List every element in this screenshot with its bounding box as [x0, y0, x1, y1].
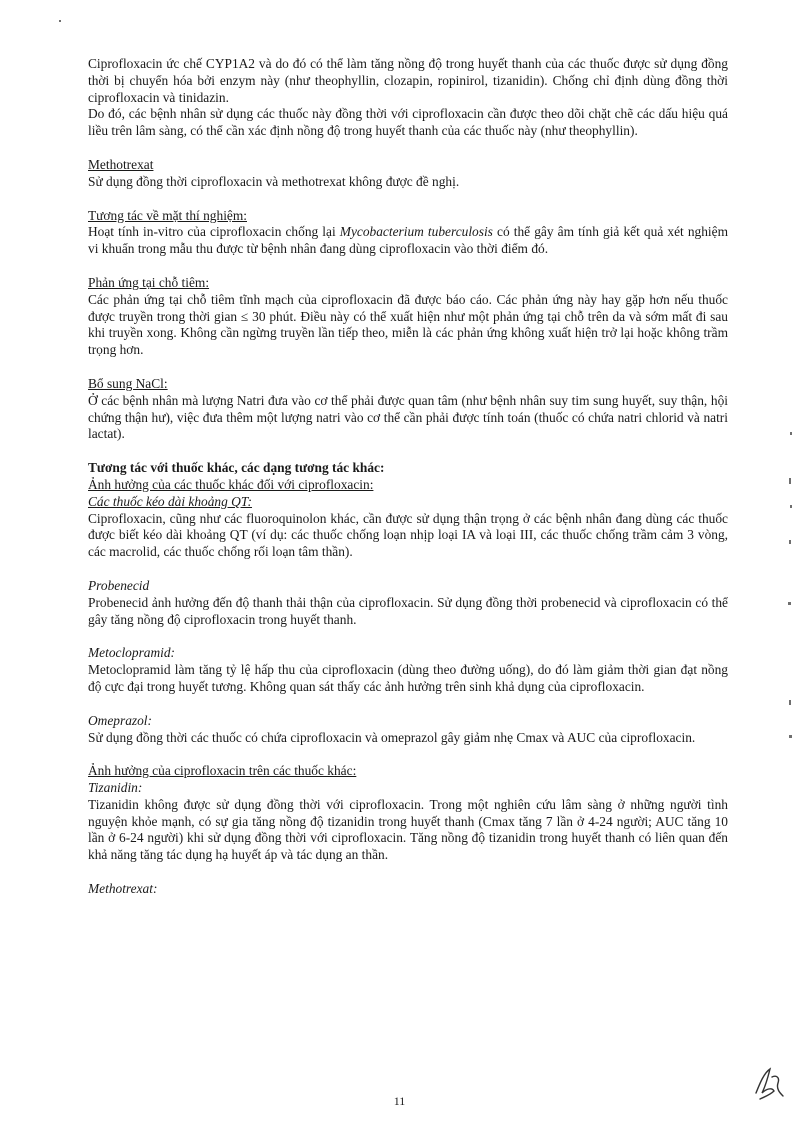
heading-interactions: Tương tác với thuốc khác, các dạng tương tác khác:: [88, 460, 385, 476]
heading-omeprazol: Omeprazol:: [88, 712, 152, 728]
heading-injection-site: Phản ứng tại chỗ tiêm:: [88, 274, 210, 290]
heading-methotrexat: Methotrexat: [88, 156, 154, 172]
heading-probenecid: Probenecid: [88, 577, 150, 593]
heading-nacl: Bổ sung NaCl:: [88, 375, 168, 391]
scan-mark: [790, 505, 792, 508]
subheading-other-drugs-on-cipro: Ảnh hưởng của các thuốc khác đối với ciprofloxacin:: [88, 476, 374, 492]
heading-qt: Các thuốc kéo dài khoảng QT:: [88, 493, 253, 509]
paragraph-injection-site: Các phản ứng tại chỗ tiêm tĩnh mạch của ciprofloxacin đã được báo cáo. Các phản ứng này hay gặp hơn nếu thuốc được truyền trong thời gian ≤ 30 phút. Điều này có thể xuất hiện như một phản ứng tại chỗ trên da và sớm mất đi sau khi truyền xong. Không cần ngừng truyền lần tiếp theo, miễn là các phản ứng không xuất hiện trở lại hoặc không trầm trọng hơn.: [88, 291, 728, 358]
paragraph-lab-test: [88, 224, 728, 258]
paragraph-omeprazol: Sử dụng đồng thời các thuốc có chứa ciprofloxacin và omeprazol gây giảm nhẹ Cmax và AUC của ciprofloxacin.: [88, 729, 696, 745]
scan-mark: [790, 432, 792, 435]
paragraph-metoclopramid: Metoclopramid làm tăng tỷ lệ hấp thu của ciprofloxacin (dùng theo đường uống), do đó làm giảm thời gian đạt nồng độ cực đại trong huyết tương. Không quan sát thấy các ảnh hưởng trên sinh khả dụng của ciprofloxacin.: [88, 662, 728, 694]
paragraph-tizanidin: Tizanidin không được sử dụng đồng thời với ciprofloxacin. Trong một nghiên cứu lâm sàng ở những người tình nguyện khỏe mạnh, có sự gia tăng nồng độ tizanidin trong huyết thanh (Cmax tăng 7 lần ở 4-24 người; AUC tăng 10 lần ở 6-24 người) khi sử dụng đồng thời với ciprofloxacin. Tăng nồng độ tizanidin trong huyết thanh có liên quan đến khả năng tăng tác dụng hạ huyết áp và tác dụng an thần.: [88, 796, 728, 863]
scan-mark: [789, 478, 791, 484]
paragraph-monitoring: Do đó, các bệnh nhân sử dụng các thuốc này đồng thời với ciprofloxacin cần được theo dõi chặt chẽ các dấu hiệu quá liều trên lâm sàng, có thể cần xác định nồng độ trong huyết thanh của các thuốc này (như theophyllin).: [88, 106, 728, 139]
paragraph-probenecid: Probenecid ảnh hưởng đến độ thanh thải thận của ciprofloxacin. Sử dụng đồng thời probenecid và ciprofloxacin có thể gây tăng nồng độ ciprofloxacin trong huyết thanh.: [88, 594, 728, 627]
initials-signature-mark: [750, 1063, 786, 1101]
heading-tizanidin: Tizanidin:: [88, 780, 143, 796]
lab-test-text-before: Hoạt tính in-vitro của ciprofloxacin chống lại: [88, 224, 340, 240]
document-body: [88, 56, 728, 898]
paragraph-methotrexat: Sử dụng đồng thời ciprofloxacin và methotrexat không được đề nghị.: [88, 173, 460, 189]
organism-name: Mycobacterium tuberculosis: [339, 224, 493, 240]
scan-mark: [789, 540, 791, 544]
paragraph-qt: Ciprofloxacin, cũng như các fluoroquinolon khác, cần được sử dụng thận trọng ở các bệnh nhân đang dùng các thuốc được biết kéo dài khoảng QT (ví dụ: các thuốc chống loạn nhịp loại IA và loại III, các thuốc chống trầm cảm 3 vòng, các macrolid, các thuốc chống rối loạn tâm thần).: [88, 510, 728, 560]
lab-test-text-after: có thể gây âm tính giả kết quả xét nghiệm vi khuẩn trong mẫu thu được từ bệnh nhân đang dùng ciprofloxacin vào thời điểm đó.: [88, 224, 728, 257]
page-number: 11: [393, 1094, 406, 1108]
paragraph-nacl: Ở các bệnh nhân mà lượng Natri đưa vào cơ thể phải được quan tâm (như bệnh nhân suy tim sung huyết, suy thận, hội chứng thận hư), việc đưa thêm một lượng natri vào cơ thể cần phải được tính toán (thuốc có chứa natri chlorid và natri lactat).: [88, 392, 728, 442]
scan-mark: [789, 735, 792, 738]
subheading-cipro-on-other-drugs: Ảnh hưởng của ciprofloxacin trên các thuốc khác:: [88, 763, 357, 779]
scan-mark: [788, 602, 791, 605]
heading-methotrexat-2: Methotrexat:: [88, 881, 158, 897]
paragraph-cyp1a2: Ciprofloxacin ức chế CYP1A2 và do đó có thể làm tăng nồng độ trong huyết thanh của các thuốc được sử dụng đồng thời bị chuyển hóa bởi enzym này (như theophyllin, clozapin, ropinirol, tizanidin). Chống chỉ định dùng đồng thời ciprofloxacin và tinidazin.: [88, 56, 728, 105]
heading-metoclopramid: Metoclopramid:: [88, 645, 176, 661]
heading-lab-test: Tương tác về mặt thí nghiệm:: [88, 207, 247, 223]
scan-mark: [789, 700, 791, 705]
scan-mark: [59, 20, 61, 22]
